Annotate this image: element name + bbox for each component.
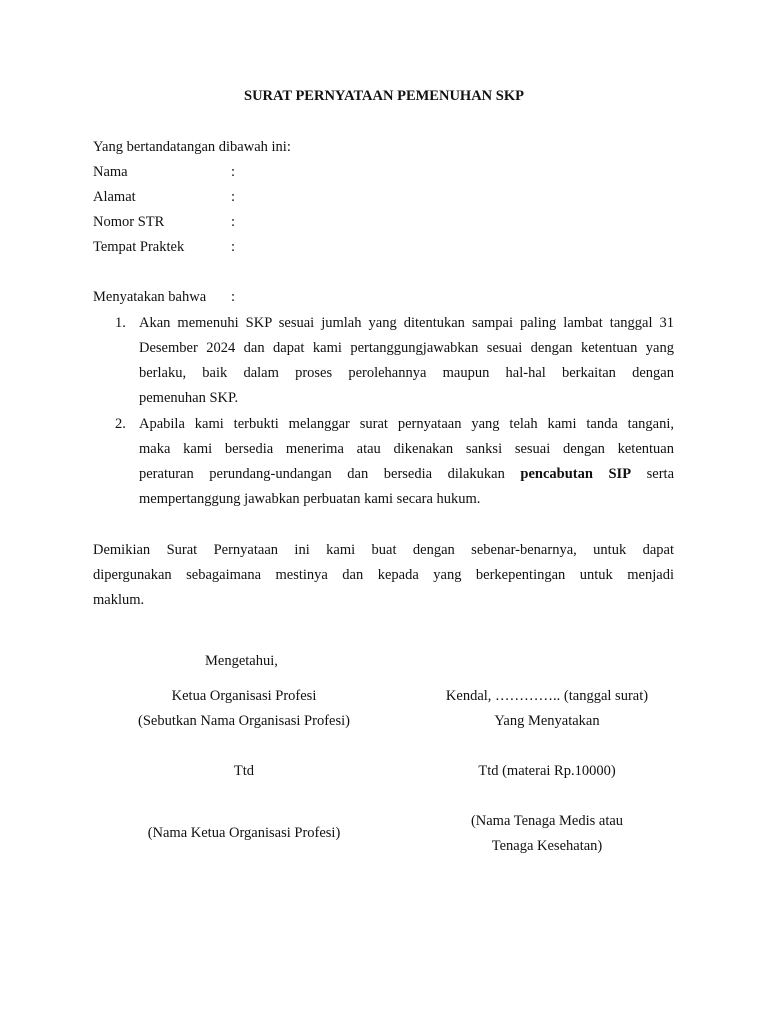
list-item-line: mempertanggung jawabkan perbuatan kami secara hukum. [139,491,481,507]
list-item-line: Akan memenuhi SKP sesuai jumlah yang ditentukan sampai paling lambat tanggal 31 [139,315,674,331]
list-item-number: 2. [115,416,126,432]
declarant-name-placeholder: (Nama Tenaga Medis atau [470,813,624,829]
declarant-name-placeholder-cont: Tenaga Kesehatan) [491,838,603,854]
list-item-line: maka kami bersedia menerima atau dikenakan sanksi sesuai dengan ketentuan [139,441,674,457]
closing-line: dipergunakan sebagaimana mestinya dan kepada yang berkepentingan untuk menjadi [93,567,674,583]
left-signature-placeholder: Ttd [233,763,255,779]
field-label-nama: Nama [93,164,128,180]
field-label-tempat-praktek: Tempat Praktek [93,239,185,255]
list-item-line: Desember 2024 dan dapat kami pertanggungjawabkan sesuai dengan ketentuan yang [139,340,674,356]
list-item-number: 1. [115,315,126,331]
statement-colon: : [231,289,236,305]
emphasis-text: pencabutan SIP [520,466,632,482]
place-date-line: Kendal, ………….. (tanggal surat) [445,688,649,704]
org-chair-name-placeholder: (Nama Ketua Organisasi Profesi) [147,825,341,841]
right-signature-placeholder: Ttd (materai Rp.10000) [478,763,616,779]
org-name-placeholder: (Sebutkan Nama Organisasi Profesi) [138,713,350,729]
intro-text: Yang bertandatangan dibawah ini: [93,139,291,155]
statement-label: Menyatakan bahwa [93,289,207,305]
list-item-line [139,465,674,483]
org-chair-role: Ketua Organisasi Profesi [171,688,317,704]
declarant-role: Yang Menyatakan [494,713,600,729]
field-label-nomor-str: Nomor STR [93,214,165,230]
closing-line: maklum. [93,592,145,608]
list-item-line: berlaku, baik dalam proses perolehannya maupun hal-hal berkaitan dengan [139,365,674,381]
field-colon-tempat-praktek: : [231,239,236,255]
field-colon-alamat: : [231,189,236,205]
acknowledged-label: Mengetahui, [205,653,278,669]
field-colon-nama: : [231,164,236,180]
document-title: SURAT PERNYATAAN PEMENUHAN SKP [244,88,524,104]
list-item-text: serta [646,466,675,482]
list-item-line: pemenuhan SKP. [139,390,239,406]
field-colon-nomor-str: : [231,214,236,230]
list-item-text: peraturan perundang-undangan dan bersedia dilakukan [139,466,505,482]
list-item-line: Apabila kami terbukti melanggar surat pernyataan yang telah kami tanda tangani, [139,416,674,432]
closing-line: Demikian Surat Pernyataan ini kami buat dengan sebenar-benarnya, untuk dapat [93,542,674,558]
field-label-alamat: Alamat [93,189,136,205]
